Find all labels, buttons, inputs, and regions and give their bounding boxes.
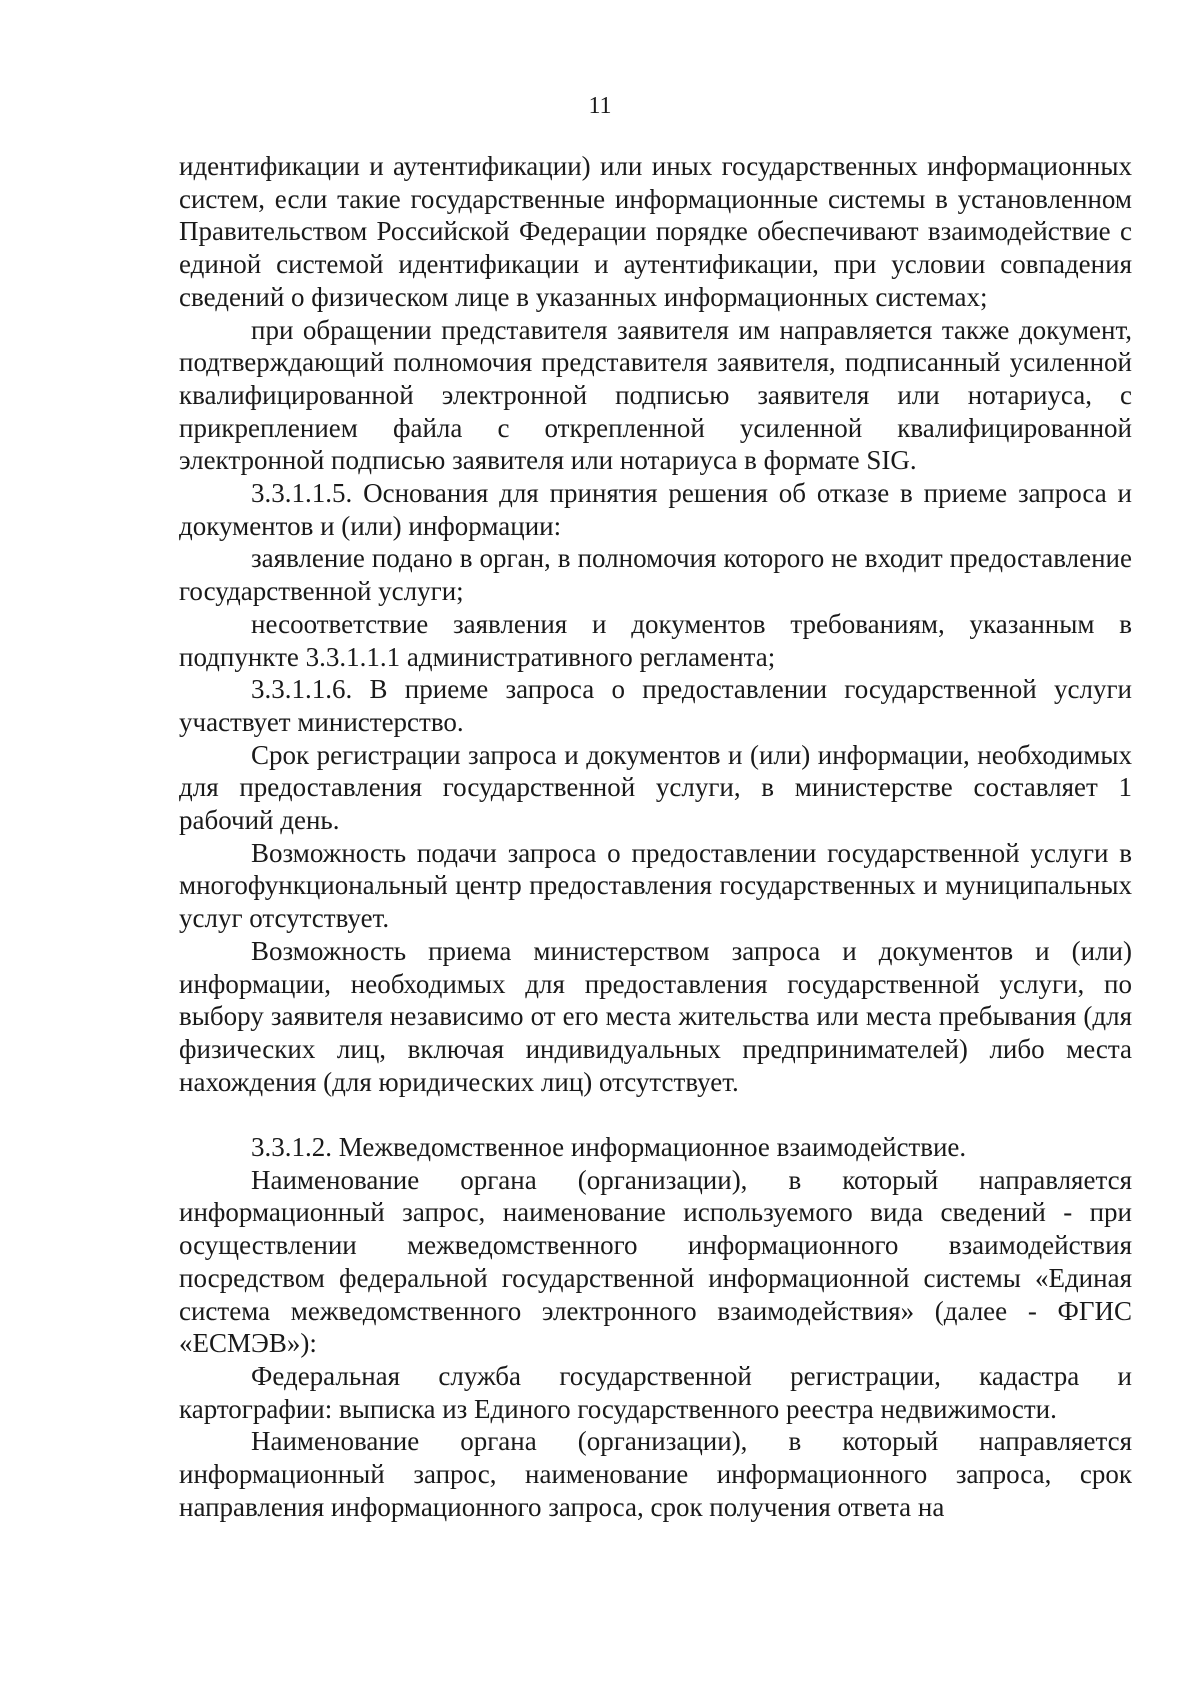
paragraph: Федеральная служба государственной регистрации, кадастра и картографии: выписка из Единого государственного реестра недвижимости. — [179, 1361, 1132, 1424]
page-number: 11 — [588, 93, 612, 119]
paragraph: при обращении представителя заявителя им направляется также документ, подтверждающий полномочия представителя заявителя, подписанный усиленной квалифицированной электронной подписью заявителя или нотариуса, с прикреплением файла с открепленной усиленной квалифицированной электронной подписью заявителя или нотариуса в формате SIG. — [179, 314, 1132, 476]
paragraph: Возможность приема министерством запроса и документов и (или) информации, необходимых для предоставления государственной услуги, по выбору заявителя независимо от его места жительства или места пребывания (для физических лиц, включая индивидуальных предпринимателей) либо места нахождения (для юридических лиц) отсутствует. — [179, 935, 1132, 1097]
paragraph: Наименование органа (организации), в который направляется информационный запрос, наименование информационного запроса, срок направления информационного запроса, срок получения ответа на — [179, 1426, 1132, 1522]
paragraph: идентификации и аутентификации) или иных государственных информационных систем, если такие государственные информационные системы в установленном Правительством Российской Федерации порядке обеспечивают взаимодействие с единой системой идентификации и аутентификации, при условии совпадения сведений о физическом лице в указанных информационных системах; — [179, 151, 1132, 312]
paragraph: 3.3.1.1.5. Основания для принятия решения об отказе в приеме запроса и документов и (или) информации: — [179, 478, 1132, 541]
document-body — [179, 150, 1132, 1524]
section-heading: 3.3.1.2. Межведомственное информационное взаимодействие. — [251, 1132, 967, 1163]
paragraph: заявление подано в орган, в полномочия которого не входит предоставление государственной услуги; — [179, 543, 1132, 607]
paragraph: 3.3.1.1.6. В приеме запроса о предоставлении государственной услуги участвует министерство. — [179, 674, 1132, 737]
paragraph: Срок регистрации запроса и документов и (или) информации, необходимых для предоставления государственной услуги, в министерстве составляет 1 рабочий день. — [179, 739, 1132, 836]
paragraph: Наименование органа (организации), в который направляется информационный запрос, наименование используемого вида сведений - при осуществлении межведомственного информационного взаимодействия посредством федеральной государственной информационной системы «Единая система межведомственного электронного взаимодействия» (далее - ФГИС «ЕСМЭВ»): — [179, 1164, 1132, 1359]
paragraph: Возможность подачи запроса о предоставлении государственной услуги в многофункциональный центр предоставления государственных и муниципальных услуг отсутствует. — [179, 837, 1132, 934]
paragraph: несоответствие заявления и документов требованиям, указанным в подпункте 3.3.1.1.1 административного регламента; — [179, 608, 1132, 672]
